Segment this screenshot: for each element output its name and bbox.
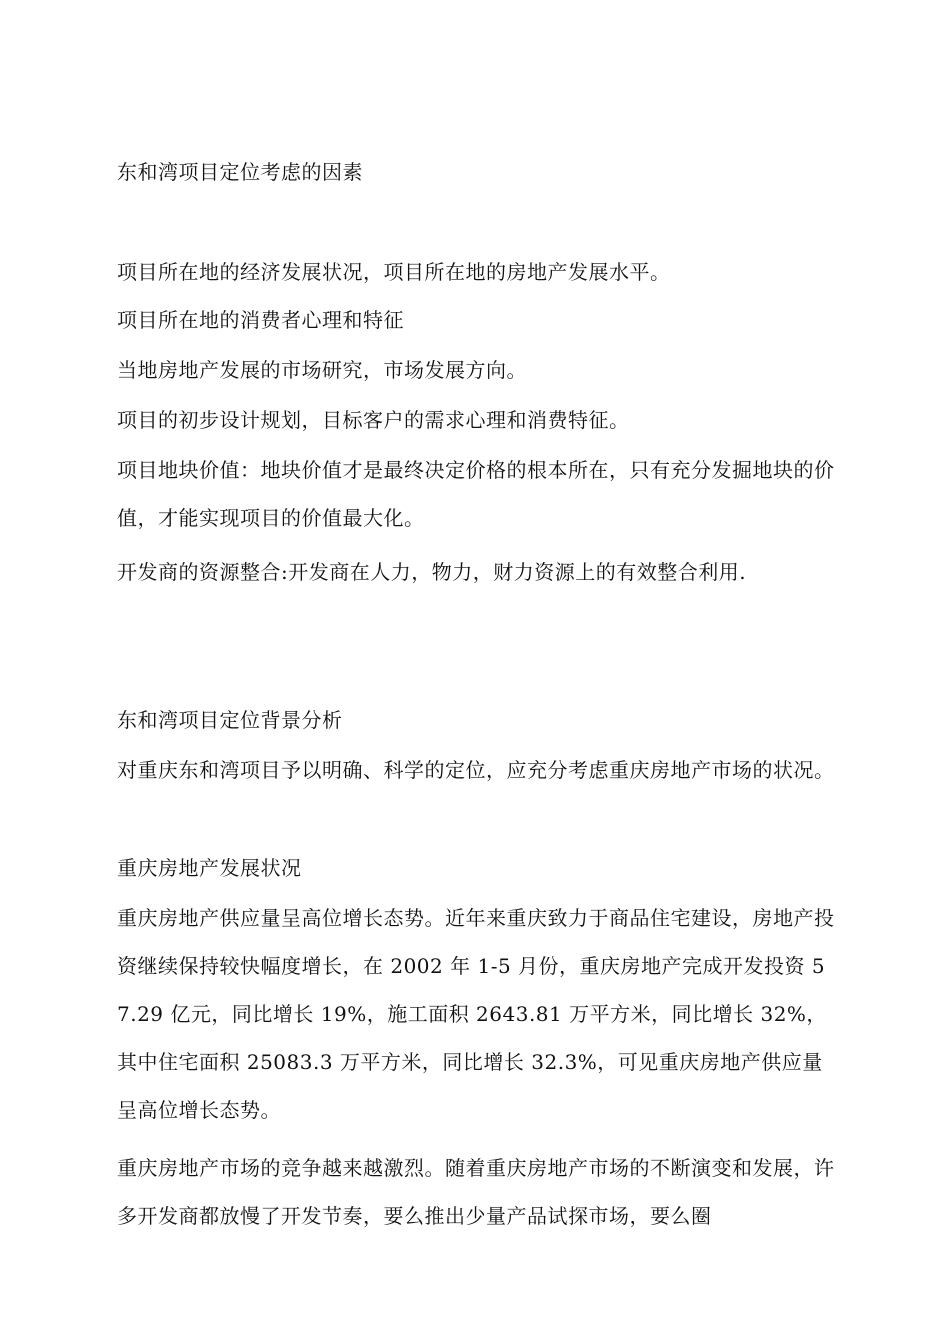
factor-item-consumer: 项目所在地的消费者心理和特征	[117, 308, 404, 332]
factor-item-market: 当地房地产发展的市场研究，市场发展方向。	[117, 358, 527, 382]
subsection-title-development: 重庆房地产发展状况	[117, 856, 302, 880]
background-intro: 对重庆东和湾项目予以明确、科学的定位，应充分考虑重庆房地产市场的状况。	[117, 758, 835, 782]
section-title-factors: 东和湾项目定位考虑的因素	[117, 160, 363, 184]
factor-item-resources: 开发商的资源整合:开发商在人力，物力，财力资源上的有效整合利用.	[117, 560, 747, 584]
factor-item-land-value: 项目地块价值：地块价值才是最终决定价格的根本所在，只有充分发掘地块的价值，才能实现项目的价值最大化。	[117, 458, 835, 530]
paragraph-competition: 重庆房地产市场的竞争越来越激烈。随着重庆房地产市场的不断演变和发展，许多开发商都放慢了开发节奏，要么推出少量产品试探市场，要么圈	[117, 1156, 835, 1228]
section-title-background: 东和湾项目定位背景分析	[117, 708, 343, 732]
factor-item-economy: 项目所在地的经济发展状况，项目所在地的房地产发展水平。	[117, 260, 671, 284]
paragraph-supply-growth: 重庆房地产供应量呈高位增长态势。近年来重庆致力于商品住宅建设，房地产投资继续保持较快幅度增长，在 2002 年 1-5 月份，重庆房地产完成开发投资 57.29 亿元，同比增长 19%，施工面积 2643.81 万平方米，同比增长 32%，其中住宅面积 25083.3 万平方米，同比增长 32.3%，可见重庆房地产供应量呈高位增长态势。	[117, 906, 835, 1122]
factor-item-planning: 项目的初步设计规划，目标客户的需求心理和消费特征。	[117, 408, 630, 432]
